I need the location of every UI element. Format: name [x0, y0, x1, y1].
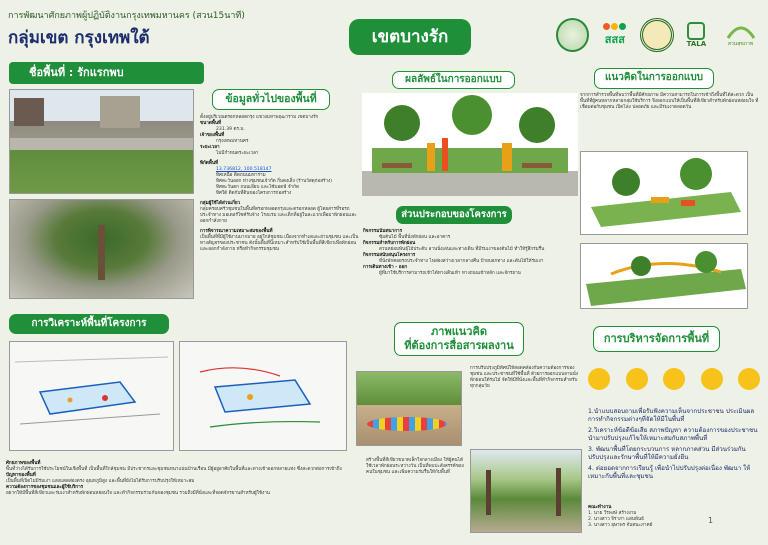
design-render — [362, 93, 578, 196]
green-logo-icon — [719, 18, 762, 52]
management-list — [588, 408, 758, 481]
thaihealth-logo-icon — [595, 18, 634, 52]
recreation-label: กิจกรรมนันทนาการ — [363, 229, 403, 234]
step-dot — [626, 368, 648, 390]
access-text: ผู้ที่มาใช้บริการสามารถเข้าได้ทางเดินเท้า ทางถนนเข้าหลัก และจักรยาน — [379, 271, 521, 276]
section-general-info: ข้อมูลทั่วไปของพื้นที่ — [212, 89, 330, 110]
owner-value: กรุงเทพมหานคร — [216, 139, 249, 144]
section-management: การบริหารจัดการพื้นที่ — [593, 326, 720, 352]
need-text: อยากให้มีพื้นที่สีเขียวและร่มเงาสำหรับพักผ่อนหย่อนใจ และทำกิจกรรมร่วมกันของชุมชน รวมถึงมีที่นั่งและที่จอดจักรยานสำหรับผู้ใช้งาน — [6, 491, 270, 496]
analysis-map-2 — [179, 341, 347, 451]
member-item: 2. นางสาว จิราภา แสนพันธ์ — [588, 517, 644, 522]
member-item: 1. นาย วีรพงษ์ สร้างงาม — [588, 511, 637, 516]
users-text: กลุ่มครอบครัวชุมชนในพื้นที่ตรอกหลอดกรุงและตรอกหลอด ผู้โดยสารที่รอรถประจำทาง มอเตอร์ไซค์รับจ้าง โรงแรม และเด็กที่อยู่ในละแวกเพื่อมาพักผ่อนและออกกำลังกาย — [200, 207, 357, 224]
concept-render-2 — [580, 243, 748, 309]
boundary-north: ทิศเหนือ ติดถนนมหาราม — [216, 173, 266, 178]
step-dot — [588, 368, 610, 390]
section-design-result: ผลลัพธ์ในการออกแบบ — [392, 71, 515, 89]
concept-photo-1 — [356, 371, 462, 446]
park-caption: สร้างพื้นที่สีเขียวขนาดเล็กใจกลางเมือง ให้ผู้คนได้ใช้เวลาพักผ่อนระหว่างวัน เป็นที่พบปะสังสรรค์ของคนในชุมชน และเพิ่มความร่มรื่นให้กับพื้นที่ — [366, 458, 464, 475]
section-images — [394, 322, 524, 356]
analysis-text — [6, 461, 351, 497]
members-label: คณะทำงาน — [588, 505, 612, 510]
site-photo-1 — [9, 89, 194, 194]
location-text: ตั้งอยู่บริเวณตรอกหลอดกรุง แขวงมหาพฤฒาราม เขตบางรัก — [200, 115, 319, 120]
page-number: 1 — [708, 516, 714, 525]
access-label: การเดินทางเข้า - ออก — [363, 265, 408, 270]
potential-text: พื้นที่ว่างได้รับการใช้ประโยชน์ในเชิงพื้นที่ เป็นพื้นที่ใกล้ชุมชน มีประชากรและชุมชนหนาแน่นบ้านเรือน มีผู้อยู่อาศัยในพื้นที่และทางเข้าออกหลายแห่ง ซึ่งสะดวกต่อการเข้าถึง — [6, 467, 342, 472]
management-item: 1.นำแบบสอบถามเพื่อรับฟังความเห็นจากประชาชน ประเมินผลการทำกิจกรรมต่างๆที่จัดให้มีในพื้นที่ — [588, 408, 755, 423]
components-text — [363, 229, 575, 277]
potential-label: ศักยภาพของพื้นที่ — [6, 461, 41, 466]
section-concept: แนวคิดในการออกแบบ — [594, 68, 714, 89]
member-item: 3. นางสาว อุษาพร จันทนะภาคย์ — [588, 523, 653, 528]
suit-label: การพิจารณาความเหมาะสมของพื้นที่ — [200, 229, 273, 234]
thaihealth-logo-text: สสส — [604, 32, 625, 46]
tala-logo-icon — [680, 18, 713, 52]
step-dot — [663, 368, 685, 390]
coord-label: พิกัดพื้นที่ — [200, 161, 218, 166]
support-text: ที่นั่งพักคอยรถประจำทาง ไฟส่องสว่างเวลากลางคืน ป้ายบอกทาง และต้นไม้ให้ร่มเงา — [379, 259, 544, 264]
recreation-text: ซุ้มต้นไม้ พื้นที่นั่งพักผ่อน และอาคาร — [379, 235, 451, 240]
coord-link[interactable]: 13.736812, 100.518147 — [216, 167, 272, 172]
main-caption: การปรับปรุงภูมิทัศน์ให้สอดคล้องกับความต้องการของชุมชน และประชาชนที่ใช้พื้นที่ ด้วยการออกแบบลานนั่งพักผ่อนใต้ร่มไม้ จัดให้มีที่นั่งและพื้นที่ทำกิจกรรมสำหรับทุกกลุ่มวัย — [470, 366, 579, 389]
section-components: ส่วนประกอบของโครงการ — [396, 206, 512, 224]
management-item: 2.วิเคราะห์ข้อดีข้อเสีย สภาพปัญหา ความต้องการของประชาชน นำมาปรับปรุงแก้ไขให้เหมาะสมกับสภาพพื้นที่ — [588, 427, 758, 442]
members-block — [588, 505, 708, 529]
exercise-text: สวนหย่อมพันธุ์ไม้ประดับ ลานนั่งเล่นและทางเดิน ที่มีร่มเงาของต้นไม้ ทำให้รู้สึกร่มรื่น — [379, 247, 545, 252]
lease-value: ไม่มีกำหนดระยะเวลา — [216, 151, 259, 156]
header-subtitle: การพัฒนาศักยภาพผู้ปฏิบัติงานกรุงเทพมหานคร (สวน15นาที) — [8, 11, 245, 21]
problem-text: เป็นพื้นที่เปิดไม่มีร่มเงา แสงแดดส่องตรง อุณหภูมิสูง และพื้นที่ยังไม่ได้รับการปรับปรุงให้เหมาะสม — [6, 479, 195, 484]
concept-render-1 — [580, 151, 748, 235]
step-dot — [738, 368, 760, 390]
general-info-text — [200, 115, 360, 253]
images-title-2: ที่ต้องการสื่อสารผลงาน — [404, 339, 514, 352]
seal-icon — [640, 18, 673, 52]
size-label: ขนาดพื้นที่ — [200, 121, 222, 126]
boundary-west: ทิศตะวันตก ถนนเลียบ และไซ้บอดฟ์ จำกัด — [216, 185, 299, 190]
area-label: ชื่อพื้นที่ : รักแรกพบ — [9, 62, 204, 84]
support-label: กิจกรรมสนับสนุนโครงการ — [363, 253, 416, 258]
logo-strip — [556, 14, 762, 56]
site-photo-2 — [9, 199, 194, 299]
management-dots — [588, 366, 760, 392]
size-value: 231.39 ตร.ม. — [216, 127, 245, 132]
users-label: กลุ่มผู้ใช้ได้ส่วนเกี่ยว — [200, 201, 241, 206]
bma-seal-icon — [556, 18, 589, 52]
need-label: ความต้องการของชุมชนและผู้ใช้บริการ — [6, 485, 84, 490]
concept-text: จากการสำรวจพื้นที่พบว่าพื้นที่มีศักยภาพ มีความสามารถในการเข้าถึงพื้นที่ได้สะดวก เป็นพื้นที่ที่ผู้คนหลากหลายกลุ่มใช้บริการ จึงออกแบบให้เป็นพื้นที่สีเขียวสำหรับพักผ่อนหย่อนใจ ที่เชื่อมต่อกับชุมชน เปิดโล่ง ปลอดภัย และมีร่มเงาตลอดวัน — [580, 93, 759, 110]
district-title: เขตบางรัก — [349, 19, 471, 55]
concept-photo-2 — [470, 449, 582, 533]
owner-label: เจ้าของพื้นที่ — [200, 133, 225, 138]
management-item: 4. ต่อยอดจากการเรียนรู้ เพื่อนำไปปรับปรุงต่อเนื่อง พัฒนา ให้เหมาะกับพื้นที่และชุมชน — [588, 465, 751, 480]
section-analysis: การวิเคราะห์พื้นที่โครงการ — [9, 314, 169, 334]
tala-logo-text: TALA — [686, 40, 707, 48]
boundary-east: ทิศใต้ ติดกับที่ดินของโครงการก่อสร้าง — [216, 191, 292, 196]
management-item: 3. พัฒนาพื้นที่โดยกระบวนการ หลากภาคส่วน มีส่วนร่วมกันปรับปรุงและรักษาพื้นที่ให้มีความยั่งยืน — [588, 446, 746, 461]
boundary-south: ทิศตะวันออก ห่างชุมชนเจ้ากัด กิ่มตงเส็ง (ร้านวัสดุก่อสร้าง) — [216, 179, 333, 184]
lease-label: ระยะเวลา — [200, 145, 220, 150]
analysis-map-1 — [9, 341, 174, 451]
header-group: กลุ่มเขต กรุงเทพใต้ — [8, 28, 150, 48]
green-logo-text: สวนสุขภาพ — [727, 41, 754, 47]
suit-text: เป็นพื้นที่ที่มีผู้ใช้งานมากมาย อยู่ใกล้ชุมชน เนื่องจากทำเลและย่านชุมชน และเป็นทางสัญจรของประชาชน ดังนั้นพื้นที่นี้เหมาะสำหรับใช้เป็นพื้นที่สีเขียวเพื่อพักผ่อนและออกกำลังกาย หรือทำกิจกรรมชุมชน — [200, 235, 359, 252]
step-dot — [701, 368, 723, 390]
images-title-1: ภาพแนวคิด — [431, 325, 487, 338]
exercise-label: กิจกรรมสำหรับการพักผ่อน — [363, 241, 416, 246]
problem-label: ปัญหาของพื้นที่ — [6, 473, 36, 478]
